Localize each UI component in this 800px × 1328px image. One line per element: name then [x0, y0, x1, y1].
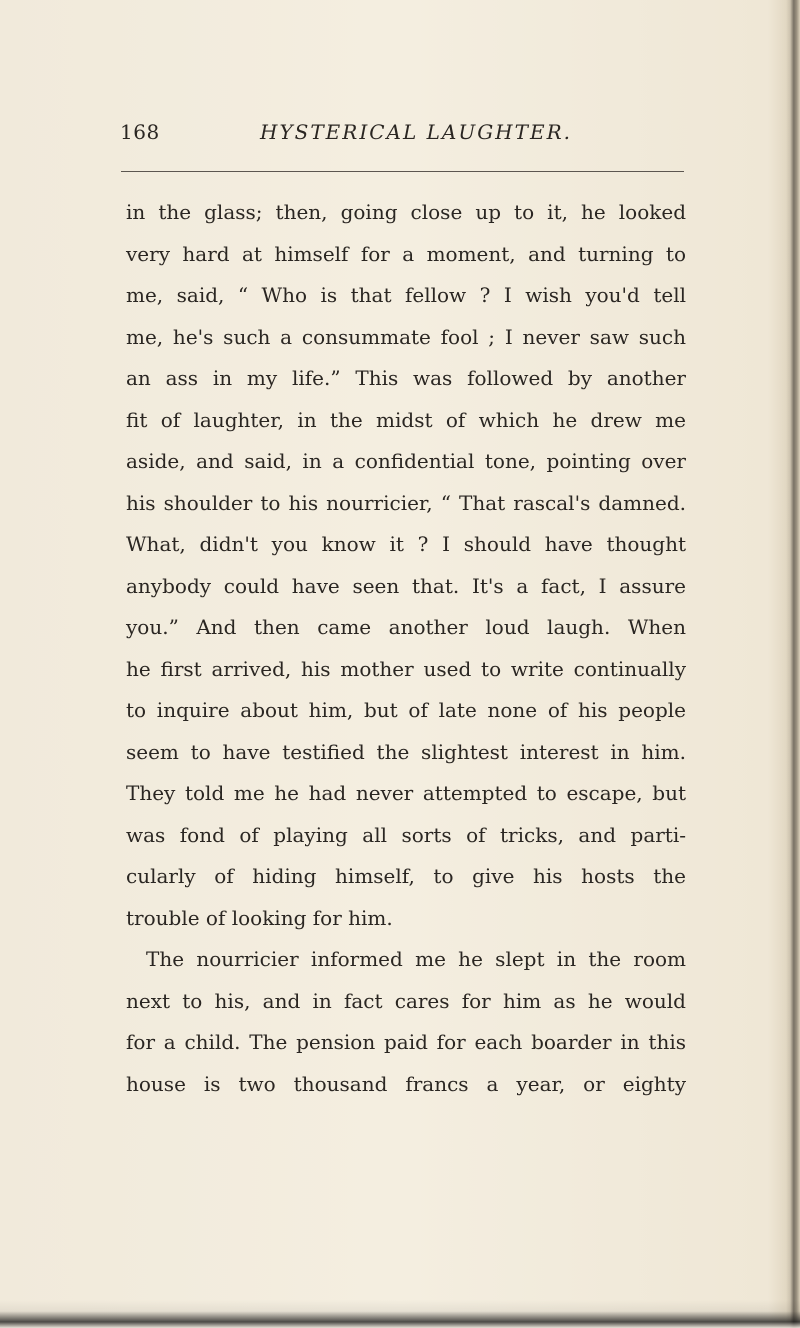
text-line: cularly of hiding himself, to give his hosts the: [126, 864, 686, 888]
text-line: They told me he had never attempted to escape, but: [126, 781, 686, 805]
header-rule: [121, 171, 684, 172]
text-line: in the glass; then, going close up to it, he looked: [126, 200, 686, 224]
page-number: 168: [120, 120, 160, 144]
text-line: What, didn't you know it ? I should have thought: [126, 532, 686, 556]
text-line: aside, and said, in a confidential tone, pointing over: [126, 449, 686, 473]
text-line: house is two thousand francs a year, or eighty: [126, 1071, 686, 1096]
page-edge-shadow: [786, 0, 800, 1328]
text-line: his shoulder to his nourricier, “ That rascal's damned.: [126, 490, 686, 515]
body-text: [126, 192, 686, 1105]
text-line: he first arrived, his mother used to write continually: [126, 656, 686, 681]
text-line: anybody could have seen that. It's a fact, I assure: [126, 573, 686, 598]
text-line: for a child. The pension paid for each boarder in this: [126, 1030, 686, 1054]
text-line: The nourricier informed me he slept in the room: [146, 947, 686, 971]
text-line: you.” And then came another loud laugh. When: [126, 615, 686, 639]
text-line: to inquire about him, but of late none of his people: [126, 698, 686, 722]
text-line: next to his, and in fact cares for him as he would: [126, 988, 686, 1013]
page-bottom-shadow: [0, 1300, 800, 1328]
text-line: trouble of looking for him.: [126, 905, 393, 930]
text-line: was fond of playing all sorts of tricks, and parti-: [126, 822, 686, 847]
text-line: seem to have testified the slightest interest in him.: [126, 739, 686, 764]
text-line: an ass in my life.” This was followed by another: [126, 366, 686, 390]
text-line: very hard at himself for a moment, and turning to: [126, 241, 686, 266]
text-line: me, said, “ Who is that fellow ? I wish you'd tell: [126, 283, 686, 307]
text-line: fit of laughter, in the midst of which he drew me: [126, 407, 686, 432]
running-title: HYSTERICAL LAUGHTER.: [260, 120, 572, 144]
page-header: [120, 120, 684, 160]
text-line: me, he's such a consummate fool ; I never saw such: [126, 324, 686, 349]
